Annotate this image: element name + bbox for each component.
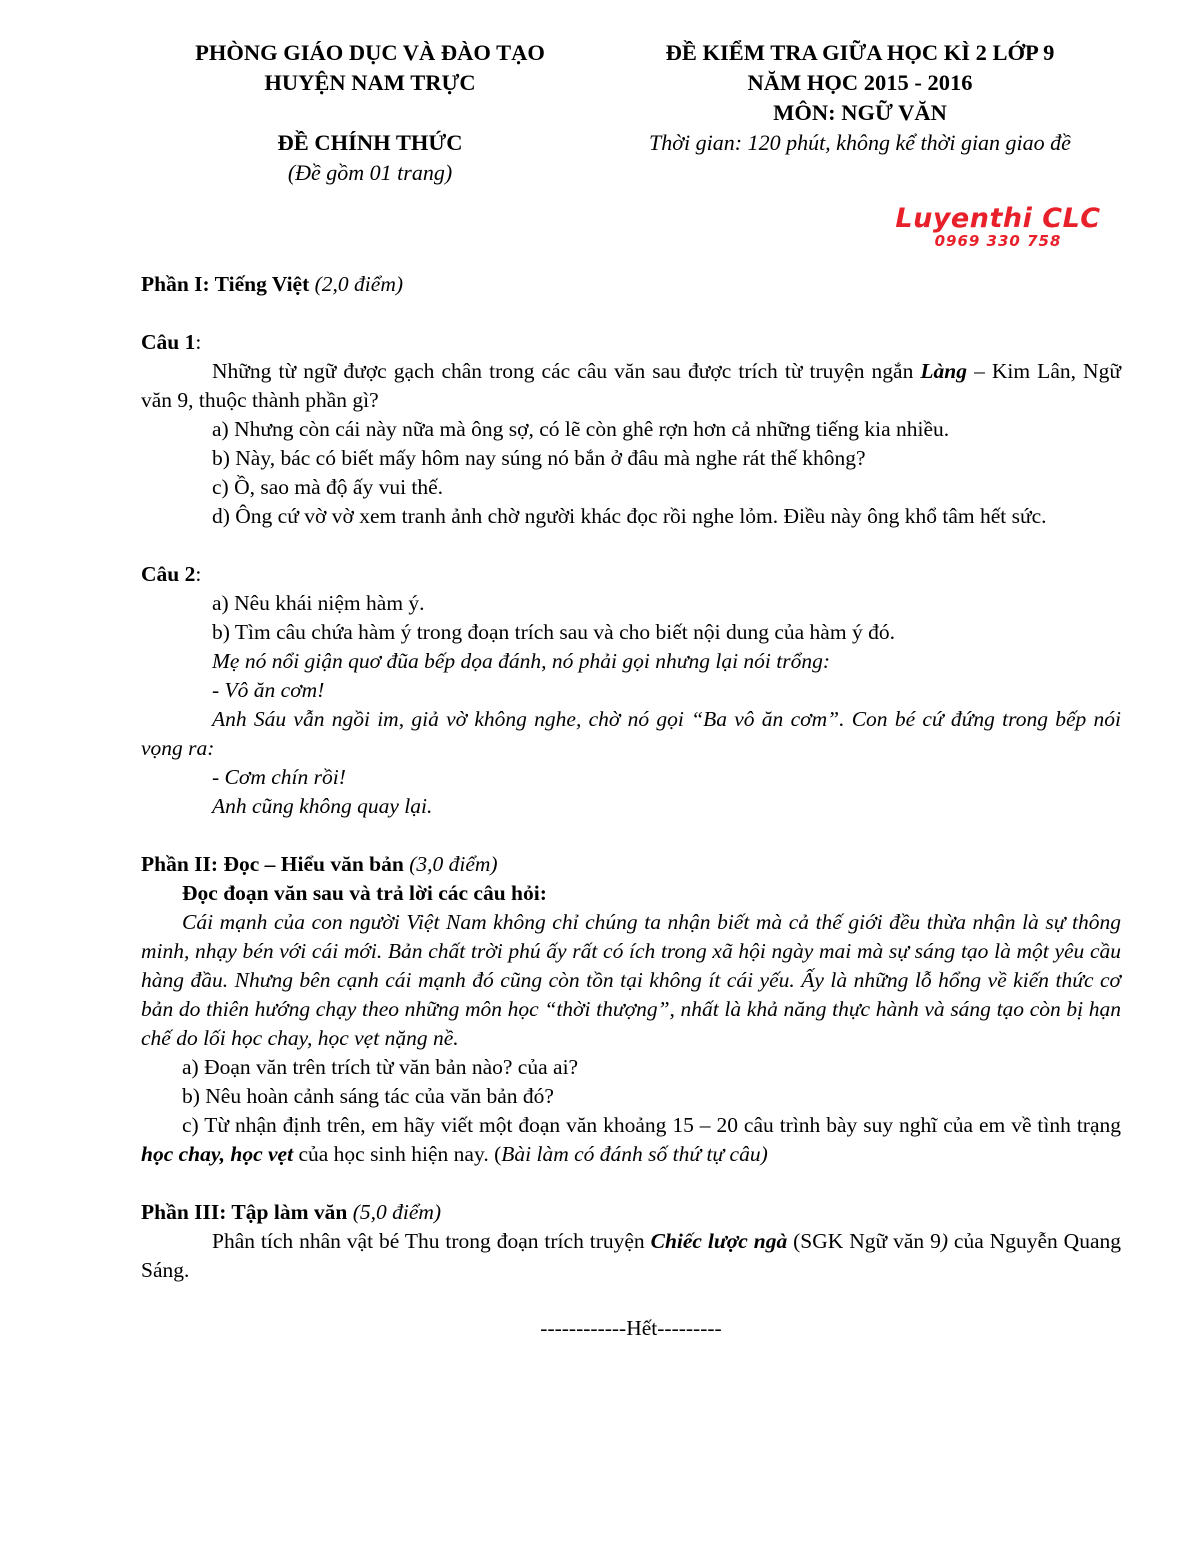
q2-item-a: a) Nêu khái niệm hàm ý.: [212, 591, 425, 615]
part2-passage: Cái mạnh của con người Việt Nam không chỉ chúng ta nhận biết mà cả thế giới đều thừa nhận là sự thông minh, nhạy bén với cái mới. Bản chất trời phú ấy rất có ích trong xã hội ngày mai mà sự sáng tạo là một yêu cầu hàng đầu. Nhưng bên cạnh cái mạnh đó cũng còn tồn tại không ít cái yếu. Ấy là những lỗ hổng về kiến thức cơ bản do thiên hướng chạy theo những môn học “thời thượng”, nhất là khả năng thực hành và sáng tạo còn bị hạn chế do lối học chay, học vẹt nặng nề.: [141, 910, 1121, 1050]
logo-phone: 0969 330 758: [934, 232, 1062, 250]
work-title-lang: Làng: [920, 359, 967, 383]
logo-name: Luyenthi CLC: [895, 203, 1101, 234]
exam-title: ĐỀ KIỂM TRA GIỮA HỌC KÌ 2 LỚP 9: [665, 40, 1055, 65]
school-year: NĂM HỌC 2015 - 2016: [747, 70, 973, 95]
part3-prompt: Phân tích nhân vật bé Thu trong đoạn trích truyện Chiếc lược ngà (SGK Ngữ văn 9) của Nguyễn Quang Sáng.: [141, 1229, 1122, 1282]
district-name: HUYỆN NAM TRỰC: [264, 70, 476, 95]
q1-item-d: d) Ông cứ vờ vờ xem tranh ảnh chờ người khác đọc rồi nghe lỏm. Điều này ông khổ tâm hết sức.: [212, 504, 1047, 528]
part1-heading: Phần I: Tiếng Việt (2,0 điểm): [141, 272, 404, 296]
work-title-chiec-luoc-nga: Chiếc lược ngà: [650, 1229, 788, 1253]
part2-item-b: b) Nêu hoàn cảnh sáng tác của văn bản đó?: [182, 1084, 554, 1108]
q1-heading: Câu 1:: [141, 330, 202, 354]
part3-heading: Phần III: Tập làm văn (5,0 điểm): [141, 1200, 442, 1224]
part2-instruction: Đọc đoạn văn sau và trả lời các câu hỏi:: [182, 881, 547, 905]
end-marker: ------------Hết---------: [540, 1316, 722, 1340]
watermark-logo: [888, 205, 1108, 249]
page-count-note: (Đề gồm 01 trang): [287, 160, 453, 185]
official-label: ĐỀ CHÍNH THỨC: [277, 130, 463, 155]
q2-excerpt-line: - Cơm chín rồi!: [212, 765, 346, 789]
q2-excerpt-line: Anh cũng không quay lại.: [212, 794, 433, 818]
department-name: PHÒNG GIÁO DỤC VÀ ĐÀO TẠO: [195, 40, 545, 65]
q2-heading: Câu 2:: [141, 562, 202, 586]
header-left: [140, 38, 600, 188]
header-right: [600, 38, 1120, 158]
q1-item-a: a) Nhưng còn cái này nữa mà ông sợ, có lẽ còn ghê rợn hơn cả những tiếng kia nhiều.: [212, 417, 950, 441]
part2-heading: Phần II: Đọc – Hiểu văn bản (3,0 điểm): [141, 852, 498, 876]
emphasis-hoc-chay: học chay, học vẹt: [141, 1142, 294, 1166]
q2-excerpt-line: Anh Sáu vẫn ngồi im, giả vờ không nghe, chờ nó gọi “Ba vô ăn cơm”. Con bé cứ đứng trong bếp nói vọng ra:: [141, 707, 1121, 760]
exam-body: [141, 270, 1121, 1343]
q2-item-b: b) Tìm câu chứa hàm ý trong đoạn trích sau và cho biết nội dung của hàm ý đó.: [212, 620, 895, 644]
time-note: Thời gian: 120 phút, không kể thời gian giao đề: [649, 130, 1071, 155]
subject-label: MÔN: NGỮ VĂN: [773, 100, 947, 125]
q1-intro: Những từ ngữ được gạch chân trong các câu văn sau được trích từ truyện ngắn Làng – Kim Lân, Ngữ văn 9, thuộc thành phần gì?: [141, 359, 1121, 412]
q1-item-b: b) Này, bác có biết mấy hôm nay súng nó bắn ở đâu mà nghe rát thế không?: [212, 446, 866, 470]
part2-item-a: a) Đoạn văn trên trích từ văn bản nào? của ai?: [182, 1055, 579, 1079]
part2-item-c: c) Từ nhận định trên, em hãy viết một đoạn văn khoảng 15 – 20 câu trình bày suy nghĩ của em về tình trạng học chay, học vẹt của học sinh hiện nay. (Bài làm có đánh số thứ tự câu): [141, 1113, 1121, 1166]
q1-item-c: c) Ồ, sao mà độ ấy vui thế.: [212, 475, 444, 499]
q2-excerpt-line: Mẹ nó nổi giận quơ đũa bếp dọa đánh, nó phải gọi nhưng lại nói trổng:: [212, 649, 831, 673]
q2-excerpt-line: - Vô ăn cơm!: [212, 678, 325, 702]
